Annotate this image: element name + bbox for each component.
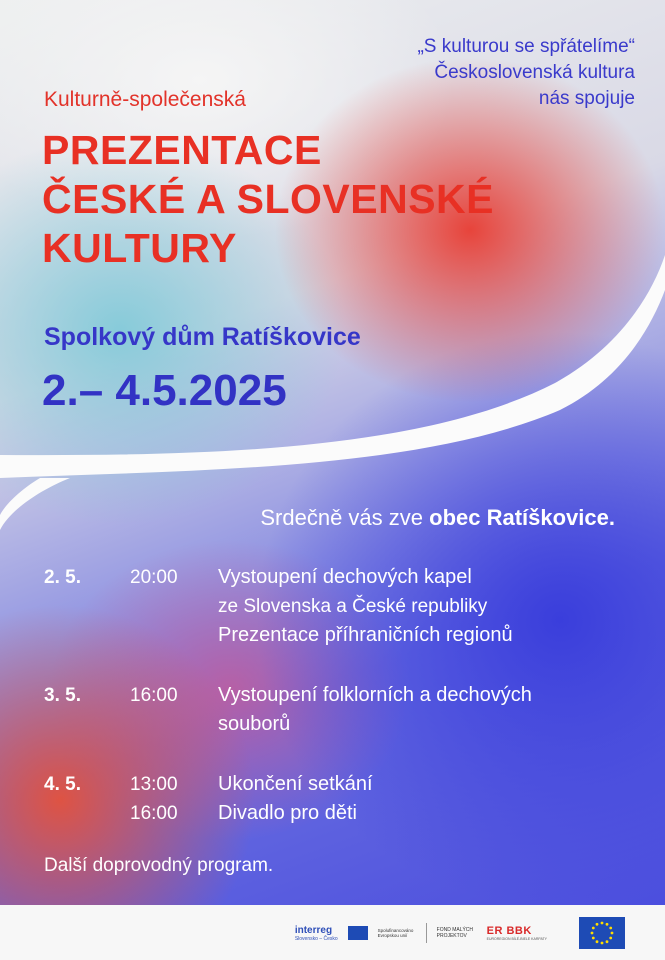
program-item: Vystoupení dechových kapel bbox=[218, 566, 472, 588]
title-line-2: ČESKÉ A SLOVENSKÉ bbox=[42, 176, 494, 222]
program-slot-time: 20:00 bbox=[130, 567, 178, 588]
erbbk-wordmark: ER BBK bbox=[486, 925, 532, 937]
interreg-wordmark: interreg bbox=[294, 924, 333, 936]
motto-line-3: nás spojuje bbox=[538, 88, 635, 109]
program-item: Prezentace příhraničních regionů bbox=[218, 624, 513, 646]
program-item: ze Slovenska a České republiky bbox=[218, 596, 488, 617]
invitation-prefix: Srdečně vás zve bbox=[260, 505, 430, 530]
program-item: Vystoupení folklorních a dechových bbox=[218, 684, 532, 706]
program-day bbox=[44, 770, 634, 828]
venue: Spolkový dům Ratíškovice bbox=[44, 323, 361, 351]
program-day bbox=[44, 681, 634, 739]
program-slot-time: 16:00 bbox=[130, 803, 178, 824]
program-day bbox=[44, 563, 634, 650]
eu-stars-icon bbox=[579, 917, 625, 949]
program-item: Divadlo pro děti bbox=[218, 802, 357, 824]
interreg-logo bbox=[295, 925, 338, 942]
invitation bbox=[260, 505, 615, 531]
sponsor-footer bbox=[0, 905, 665, 960]
program-slot-time: 16:00 bbox=[130, 685, 178, 706]
motto bbox=[417, 34, 635, 112]
program-day-date: 3. 5. bbox=[44, 685, 81, 706]
title-line-3: KULTURY bbox=[42, 225, 237, 271]
program-slot bbox=[130, 563, 634, 650]
program-slot bbox=[130, 770, 634, 799]
erbbk-subtitle: EUROREGION BÍLÉ-BIELE KARPATY bbox=[486, 937, 547, 941]
eu-flag-icon bbox=[579, 917, 625, 949]
program-slot-time: 13:00 bbox=[130, 774, 178, 795]
motto-line-2: Československá kultura bbox=[434, 62, 635, 83]
program-day-date: 4. 5. bbox=[44, 774, 81, 795]
program-item: Ukončení setkání bbox=[218, 773, 373, 795]
event-dates: 2.– 4.5.2025 bbox=[42, 366, 287, 415]
logo-divider bbox=[426, 923, 427, 943]
program-slot bbox=[130, 681, 634, 739]
program-item: souborů bbox=[218, 713, 291, 735]
program-slot bbox=[130, 799, 634, 828]
event-subtitle: Kulturně-společenská bbox=[44, 88, 246, 111]
fmp-logo-text: FOND MALÝCH PROJEKTOV bbox=[436, 927, 474, 939]
motto-line-1: „S kulturou se spřátelíme“ bbox=[417, 36, 635, 57]
eu-mini-flag-icon bbox=[348, 926, 368, 940]
program-schedule bbox=[44, 563, 634, 859]
event-title bbox=[42, 126, 494, 273]
program-day-date: 2. 5. bbox=[44, 567, 81, 588]
sponsor-logos bbox=[295, 917, 625, 949]
title-line-1: PREZENTACE bbox=[42, 127, 322, 173]
extra-program-note: Další doprovodný program. bbox=[44, 855, 274, 876]
interreg-subtitle: Slovensko – Česko bbox=[294, 935, 338, 942]
erbbk-logo bbox=[487, 925, 547, 941]
invitation-host: obec Ratíškovice. bbox=[429, 505, 615, 530]
eu-cofunded-text: Spolufinancováno Evropskou unií bbox=[377, 928, 414, 938]
